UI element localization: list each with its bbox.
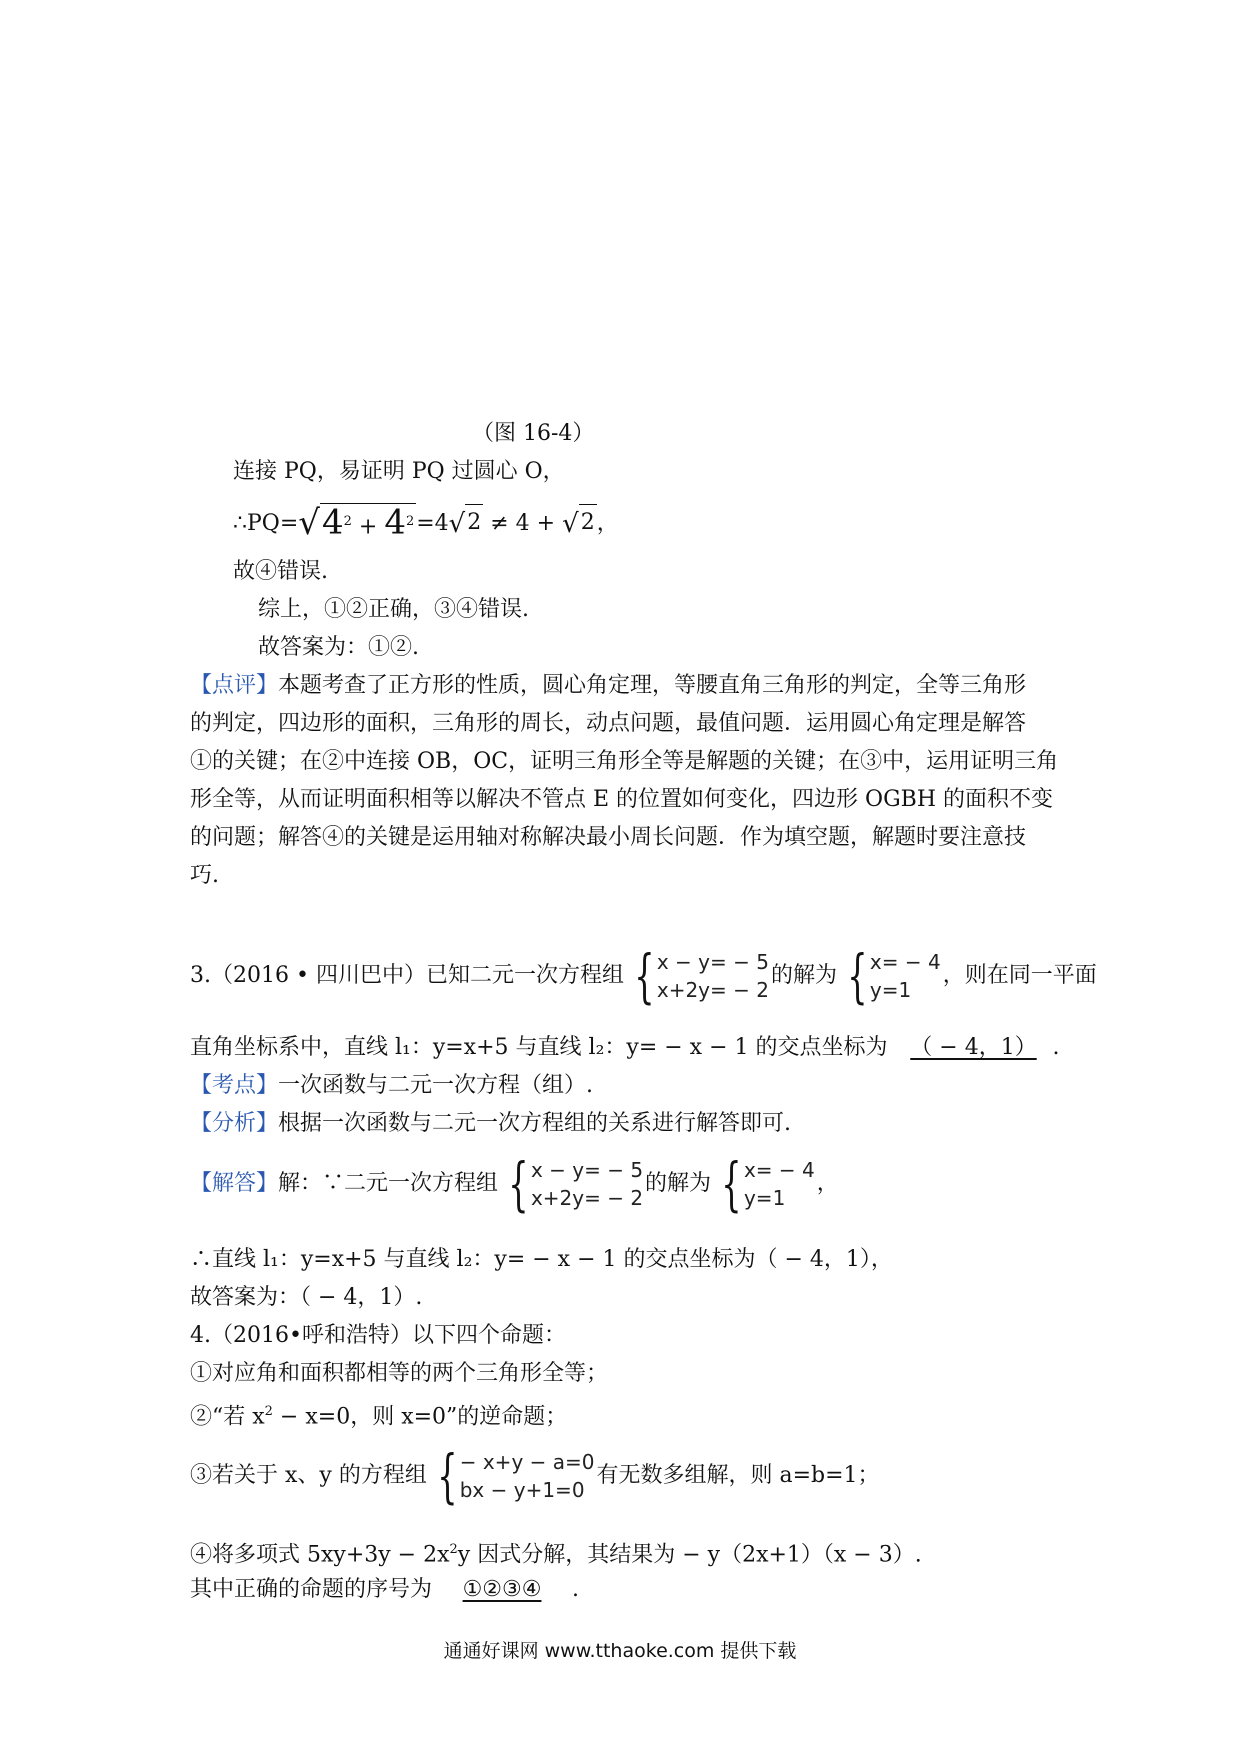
page-footer: 通通好课网 www.tthaoke.com 提供下载: [443, 1640, 797, 1662]
fenxi-tag: 【分析】: [190, 1111, 279, 1136]
proposition-2: [190, 1398, 567, 1431]
solution-summary: 综上，①②正确，③④错误.: [258, 597, 529, 622]
question-3-line-1: [190, 944, 1097, 1008]
q3-prefix: 3.（2016 • 四川巴中）已知二元一次方程组: [190, 963, 624, 988]
prop3-equation-2: bx − y+1=0: [459, 1478, 585, 1502]
proposition-4: [190, 1536, 922, 1569]
prop4-part-a: ④将多项式 5xy+3y − 2x: [190, 1542, 450, 1568]
q4-period: .: [572, 1577, 580, 1602]
review-line-1: [190, 672, 1026, 700]
prop4-part-b: y 因式分解，其结果为 − y（2x+1）（x − 3）.: [457, 1542, 922, 1568]
review-line-5: 的问题；解答④的关键是运用轴对称解决最小周长问题．作为填空题，解题时要注意技: [190, 825, 1027, 850]
formula-comma: ，: [596, 511, 619, 536]
fenxi-line: [190, 1110, 791, 1138]
solution-x: x= − 4: [869, 950, 941, 974]
q3-conclusion: ∴直线 l₁：y=x+5 与直线 l₂：y= − x − 1 的交点坐标为（ − 4，1），: [190, 1247, 893, 1272]
jieda-solution-y: y=1: [743, 1186, 786, 1210]
proposition-3: [190, 1444, 880, 1508]
radicand-b: 4: [384, 502, 406, 543]
jieda-equation-1: x − y= − 5: [530, 1158, 644, 1182]
jieda-tag: 【解答】: [190, 1171, 279, 1196]
root-b: 2: [579, 504, 597, 544]
q3-final-answer: 故答案为：（ − 4，1）.: [190, 1285, 423, 1310]
review-text-1: 本题考查了正方形的性质，圆心角定理，等腰直角三角形的判定，全等三角形: [278, 673, 1027, 698]
exponent-b: 2: [405, 513, 415, 529]
prop2-part-b: − x=0，则 x=0”的逆命题；: [272, 1404, 568, 1430]
q3-mid: 的解为: [770, 963, 837, 988]
solution-line-wrong: 故④错误.: [233, 559, 328, 584]
exponent-a: 2: [343, 513, 352, 529]
prop2-part-a: ②“若 x: [190, 1404, 265, 1430]
review-line-2: 的判定，四边形的面积，三角形的周长，动点问题，最值问题．运用圆心角定理是解答: [190, 711, 1027, 736]
kaodian-text: 一次函数与二元一次方程（组）.: [278, 1073, 594, 1098]
prop2-exponent: 2: [264, 1404, 273, 1419]
review-line-4: 形全等，从而证明面积相等以解决不管点 E 的位置如何变化，四边形 OGBH 的面积不变: [190, 787, 1053, 812]
plus-sign: +: [358, 514, 378, 540]
review-line-6: 巧.: [190, 863, 219, 888]
prop3-equation-1: − x+y − a=0: [459, 1450, 595, 1474]
q3-line2-text: 直角坐标系中，直线 l₁：y=x+5 与直线 l₂：y= − x − 1 的交点坐标为: [190, 1035, 888, 1060]
question-3-line-2: [190, 1034, 1060, 1062]
prop4-exponent: 2: [449, 1542, 458, 1557]
proposition-1: ①对应角和面积都相等的两个三角形全等；: [190, 1361, 609, 1386]
jieda-line: [190, 1152, 839, 1216]
equation-2: x+2y= − 2: [656, 978, 769, 1002]
solution-line-connect: 连接 PQ，易证明 PQ 过圆心 O，: [233, 459, 565, 484]
pq-formula: ∴PQ= √ $4^2 + 4^2$ =4 √ 2 ≠ 4 + √ 2 ，: [233, 502, 619, 546]
pq-prefix: ∴PQ=: [233, 511, 299, 536]
kaodian-tag: 【考点】: [190, 1073, 279, 1098]
question-4-ask: [190, 1576, 579, 1604]
kaodian-line: [190, 1072, 593, 1100]
q4-ask-text: 其中正确的命题的序号为: [190, 1577, 433, 1602]
jieda-mid: 的解为: [645, 1171, 712, 1196]
prop3-prefix: ③若关于 x、y 的方程组: [190, 1463, 427, 1488]
jieda-solution-system: { x= − 4 y=1: [721, 1150, 815, 1218]
prop3-equation-system: { − x+y − a=0 bx − y+1=0: [437, 1442, 595, 1510]
fenxi-text: 根据一次函数与二元一次方程组的关系进行解答即可.: [278, 1111, 792, 1136]
answer-blank: （ − 4，1）: [910, 1035, 1037, 1060]
solution-y: y=1: [869, 978, 912, 1002]
jieda-equation-2: x+2y= − 2: [530, 1186, 644, 1210]
jieda-solution-x: x= − 4: [743, 1158, 815, 1182]
q3-period: .: [1052, 1035, 1060, 1060]
eq-part: =4: [416, 511, 449, 536]
sqrt-expression: √ $4^2 + 4^2$: [298, 503, 416, 545]
review-tag: 【点评】: [190, 673, 279, 698]
root-a: 2: [465, 504, 483, 544]
question-4-title: 4.（2016•呼和浩特）以下四个命题：: [190, 1323, 566, 1348]
jieda-prefix: 解：∵二元一次方程组: [278, 1171, 499, 1196]
q3-suffix: ，则在同一平面: [942, 963, 1097, 988]
equation-1: x − y= − 5: [656, 950, 769, 974]
jieda-suffix: ，: [816, 1171, 839, 1196]
jieda-equation-system: { x − y= − 5 x+2y= − 2: [508, 1150, 644, 1218]
neq-part: ≠ 4 +: [490, 511, 556, 536]
radicand-a: 4: [321, 502, 344, 543]
review-line-3: ①的关键；在②中连接 OB，OC，证明三角形全等是解题的关键；在③中，运用证明三角: [190, 749, 1059, 774]
figure-caption: （图 16-4）: [472, 421, 595, 446]
q4-answer-blank: ①②③④: [462, 1577, 542, 1602]
solution-answer: 故答案为：①②.: [258, 635, 419, 660]
solution-system: { x= − 4 y=1: [847, 942, 941, 1010]
prop3-suffix: 有无数多组解，则 a=b=1；: [596, 1463, 880, 1488]
equation-system: { x − y= − 5 x+2y= − 2: [634, 942, 769, 1010]
